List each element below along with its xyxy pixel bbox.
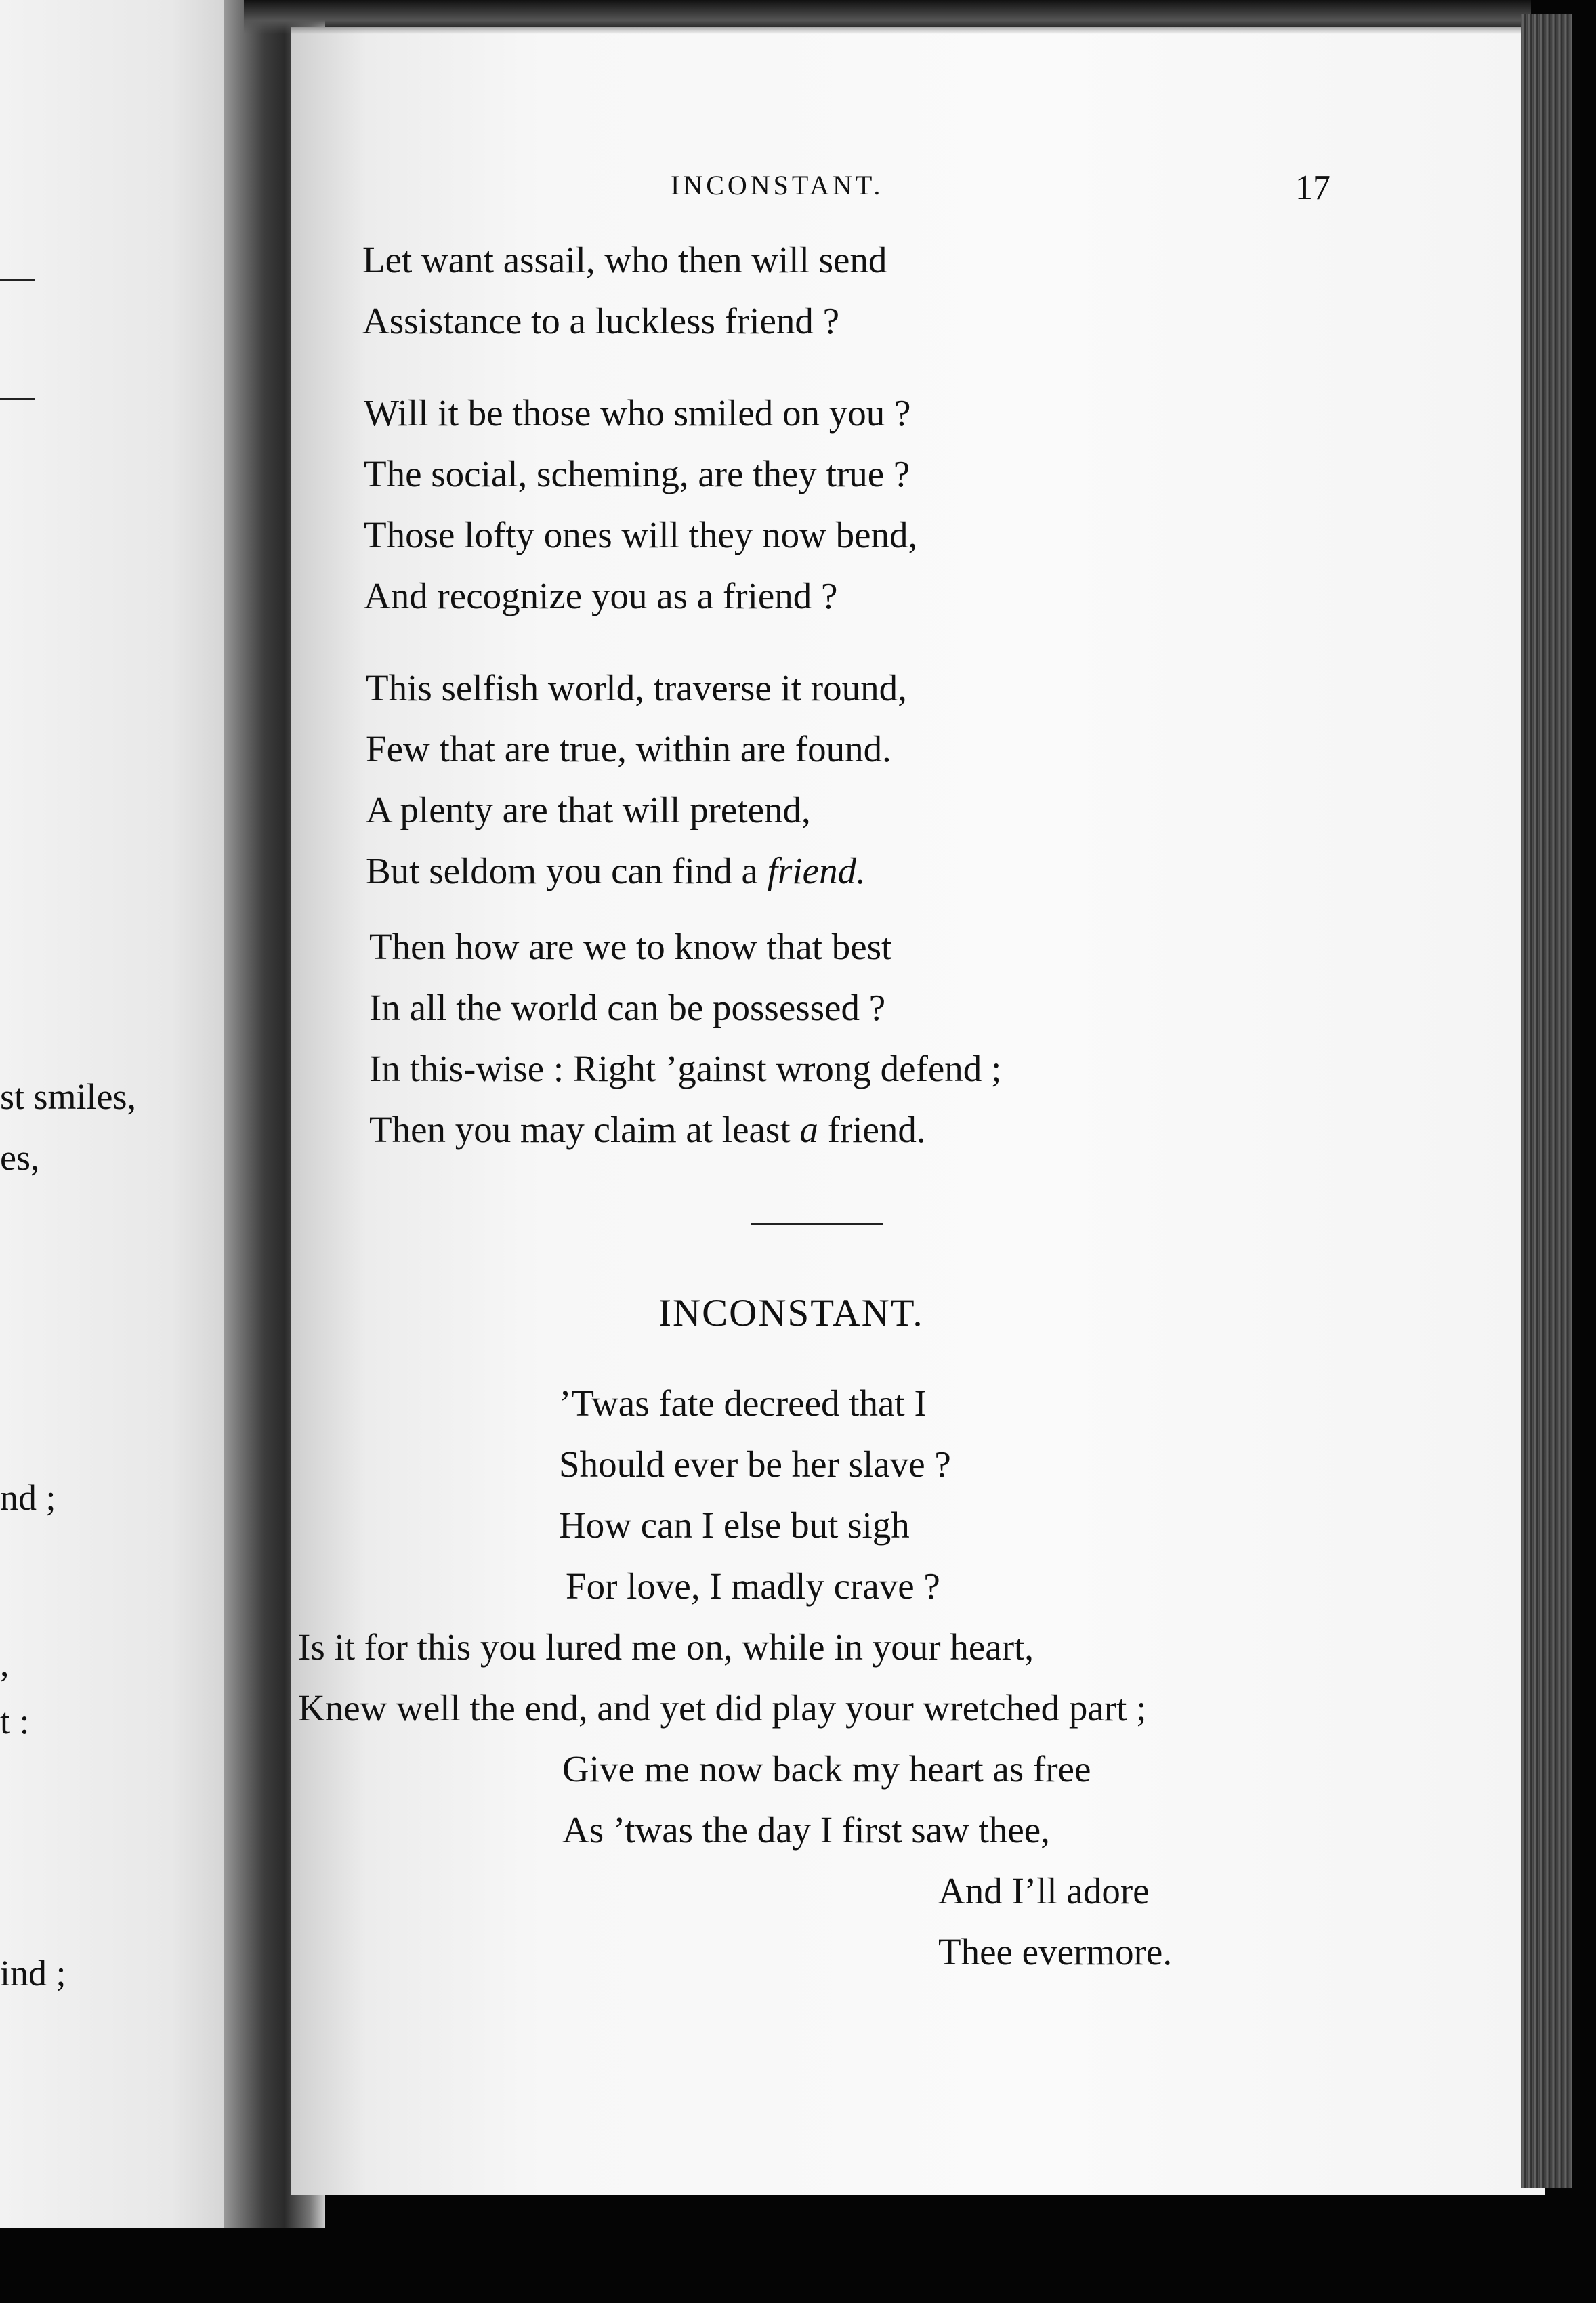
- verse-line: For love, I madly crave ?: [566, 1565, 940, 1607]
- verse-line: Assistance to a luckless friend ?: [362, 300, 840, 341]
- emphasized-word: a: [799, 1109, 818, 1150]
- verse-line: [369, 1108, 926, 1151]
- verse-line: And recognize you as a friend ?: [364, 575, 838, 616]
- verse-line: ’Twas fate decreed that I: [559, 1382, 927, 1424]
- verse-line: Will it be those who smiled on you ?: [364, 392, 911, 434]
- top-edge-shadow: [244, 0, 1531, 34]
- verse-line: And I’ll adore: [938, 1870, 1150, 1911]
- verse-line: Is it for this you lured me on, while in your heart,: [298, 1626, 1034, 1668]
- page-stack-edge: [1521, 14, 1572, 2188]
- verse-line: A plenty are that will pretend,: [366, 789, 811, 830]
- verse-line: Should ever be her slave ?: [559, 1443, 951, 1485]
- left-page-fragment: nd ;: [0, 1477, 56, 1518]
- verse-line: Few that are true, within are found.: [366, 728, 891, 769]
- verse-line: Knew well the end, and yet did play your wretched part ;: [298, 1687, 1147, 1729]
- left-page-fragment: ind ;: [0, 1953, 66, 1993]
- left-page-rule: [0, 398, 35, 400]
- left-page-fragment: es,: [0, 1137, 40, 1178]
- verse-line: Let want assail, who then will send: [362, 239, 887, 280]
- verse-line: As ’twas the day I first saw thee,: [562, 1809, 1050, 1851]
- verse-line: This selfish world, traverse it round,: [366, 667, 907, 709]
- emphasized-word: friend.: [767, 850, 866, 891]
- left-page-fragment: st smiles,: [0, 1076, 137, 1117]
- verse-line: The social, scheming, are they true ?: [364, 453, 910, 494]
- verse-line: Those lofty ones will they now bend,: [364, 514, 918, 555]
- left-page-rule: [0, 279, 35, 281]
- verse-line: Thee evermore.: [938, 1931, 1173, 1972]
- left-page-fragment: t :: [0, 1701, 30, 1741]
- verse-text: friend.: [818, 1109, 926, 1150]
- verse-line: In this-wise : Right ’gainst wrong defend ;: [369, 1048, 1002, 1089]
- verse-line: [366, 849, 866, 892]
- page-number: 17: [1295, 169, 1330, 207]
- section-divider: [751, 1223, 883, 1225]
- verse-line: Give me now back my heart as free: [562, 1748, 1091, 1790]
- running-head: INCONSTANT.: [671, 170, 884, 200]
- left-page-fragment: ,: [0, 1643, 9, 1684]
- verse-line: Then how are we to know that best: [369, 926, 892, 967]
- verse-text: But seldom you can find a: [366, 850, 768, 891]
- verse-line: In all the world can be possessed ?: [369, 987, 886, 1028]
- verse-line: How can I else but sigh: [559, 1504, 910, 1546]
- poem-title: INCONSTANT.: [658, 1292, 924, 1334]
- verse-text: Then you may claim at least: [369, 1109, 800, 1150]
